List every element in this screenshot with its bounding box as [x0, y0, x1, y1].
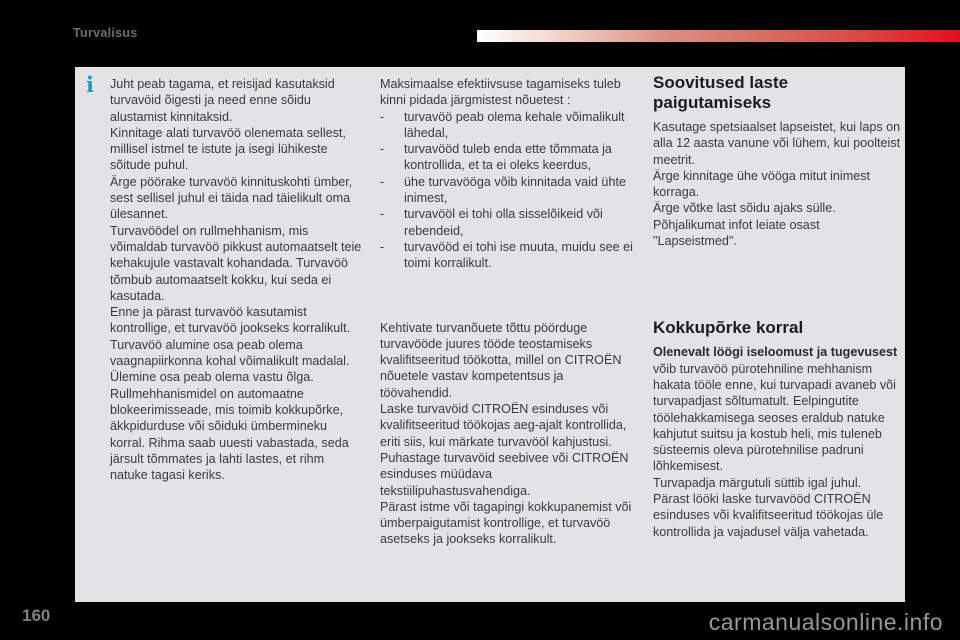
collision-lead-rest: võib turvavöö pürotehniline mehhanism hakata tööle enne, kui turvapadi avaneb või turvapadjast sõltumatult. Eelpingutite töölehakkamisega seoses eraldub natuke kahjutut suitsu ja kostub heli, mis tuleneb süsteemis oleva pürotehnilise padruni lõhkemisest.	[653, 361, 896, 474]
red-gradient-bar	[477, 30, 960, 42]
dash-bullet: -	[380, 207, 385, 222]
note-paragraph: Juht peab tagama, et reisijad kasutaksid turvavöid õigesti ja need enne sõidu alustamist kinnitaksid.	[110, 77, 335, 124]
collision-paragraph: Pärast lööki laske turvavööd CITROËN esinduses või kvalifitseeritud töökojas üle kontrollida ja vajadusel välja vahetada.	[653, 492, 884, 539]
seatbelt-requirements-column	[380, 76, 638, 548]
note-paragraph: Enne ja pärast turvavöö kasutamist kontrollige, et turvavöö jookseks korralikult.	[110, 305, 351, 336]
requirements-intro: Maksimaalse efektiivsuse tagamiseks tuleb kinni pidada järgmistest nõuetest :	[380, 77, 621, 108]
maintenance-paragraph: Puhastage turvavöid seebivee või CITROËN esinduses müüdava tekstiilipuhastusvahendiga.	[380, 450, 629, 498]
manual-page	[75, 67, 905, 602]
dash-bullet: -	[380, 174, 385, 189]
right-column	[653, 73, 903, 540]
note-paragraph: Ärge pöörake turvavöö kinnituskohti ümber, sest sellisel juhul ei täida nad täielikult oma ülesannet.	[110, 174, 353, 222]
info-icon: i	[86, 72, 94, 97]
children-section-heading: Soovitused laste paigutamiseks	[653, 73, 789, 112]
dash-bullet: -	[380, 239, 385, 254]
watermark: carmanualsonline.info	[708, 609, 943, 635]
note-paragraph: Turvavöö alumine osa peab olema vaagnapiirkonna kohal võimalikult madalal. Ülemine osa peab olema vastu õlga.	[110, 337, 350, 385]
maintenance-paragraph: Laske turvavöid CITROËN esinduses või kvalifitseeritud töökojas aeg-ajalt kontrollida, eriti siis, kui märkate turvavööl kahjustusi.	[380, 402, 627, 449]
seatbelt-info-note	[86, 72, 378, 483]
requirement-text: turvavöö peab olema kehale võimalikult lähedal,	[404, 109, 625, 140]
maintenance-block	[380, 320, 638, 548]
info-note-text	[110, 76, 362, 483]
collision-paragraph: Turvapadja märgutuli süttib igal juhul.	[653, 475, 862, 490]
requirement-item	[380, 174, 638, 207]
collision-lead	[653, 344, 903, 474]
dash-bullet: -	[380, 109, 385, 124]
page-number: 160	[22, 606, 51, 625]
note-paragraph: Kinnitage alati turvavöö olenemata sellest, millisel istmel te istute ja isegi lühikeste sõitude puhul.	[110, 125, 346, 173]
maintenance-paragraph: Kehtivate turvanõuete tõttu pöörduge turvavööde juures tööde teostamiseks kvalifitseeritud töökotta, millel on CITROËN nõuetele vastav kompetentsus ja töövahendid.	[380, 320, 622, 400]
requirement-item	[380, 206, 638, 239]
note-paragraph: Rullmehhanismidel on automaatne blokeerimisseade, mis toimib kokkupõrke, äkkpidurduse või sõiduki ümbermineku korral. Rihma saab uuesti vabastada, seda järsult tõmmates ja lahti lastes, et rihm natuke tagasi keriks.	[110, 386, 349, 483]
chapter-title: Turvalisus	[73, 26, 138, 40]
requirement-text: ühe turvavööga võib kinnitada vaid ühte inimest,	[404, 174, 626, 206]
requirement-text: turvavööl ei tohi olla sisselõikeid või rebendeid,	[404, 207, 603, 238]
requirements-block	[380, 76, 638, 272]
children-paragraph: Põhjalikumat infot leiate osast "Lapseistmed".	[653, 217, 820, 249]
dash-bullet: -	[380, 142, 385, 157]
children-paragraph: Ärge kinnitage ühe vööga mitut inimest korraga.	[653, 168, 871, 200]
requirement-item	[380, 239, 638, 272]
requirement-text: turvavööd ei tohi ise muuta, muidu see ei toimi korralikult.	[404, 239, 633, 271]
requirement-text: turvavööd tuleb enda ette tõmmata ja kontrollida, et ta ei oleks keerdus,	[404, 142, 612, 173]
children-paragraph: Ärge võtke last sõidu ajaks sülle.	[653, 201, 836, 216]
children-paragraph: Kasutage spetsiaalset lapseistet, kui laps on alla 12 aasta vanune või lühem, kui poolteist meetrit.	[653, 120, 901, 167]
maintenance-paragraph: Pärast istme või tagapingi kokkupanemist või ümberpaigutamist kontrollige, et turvavöö asetseks ja jookseks korralikult.	[380, 499, 632, 547]
note-paragraph: Turvavöödel on rullmehhanism, mis võimaldab turvavöö pikkust automaatselt teie kehakujule vastavalt kohandada. Turvavöö tõmbub automaatselt kokku, kui seda ei kasutada.	[110, 223, 362, 303]
collision-lead-bold: Olenevalt löögi iseloomust ja tugevusest	[653, 345, 898, 360]
collision-section-heading: Kokkupõrke korral	[653, 318, 804, 338]
requirement-item	[380, 109, 638, 142]
requirement-item	[380, 141, 638, 174]
